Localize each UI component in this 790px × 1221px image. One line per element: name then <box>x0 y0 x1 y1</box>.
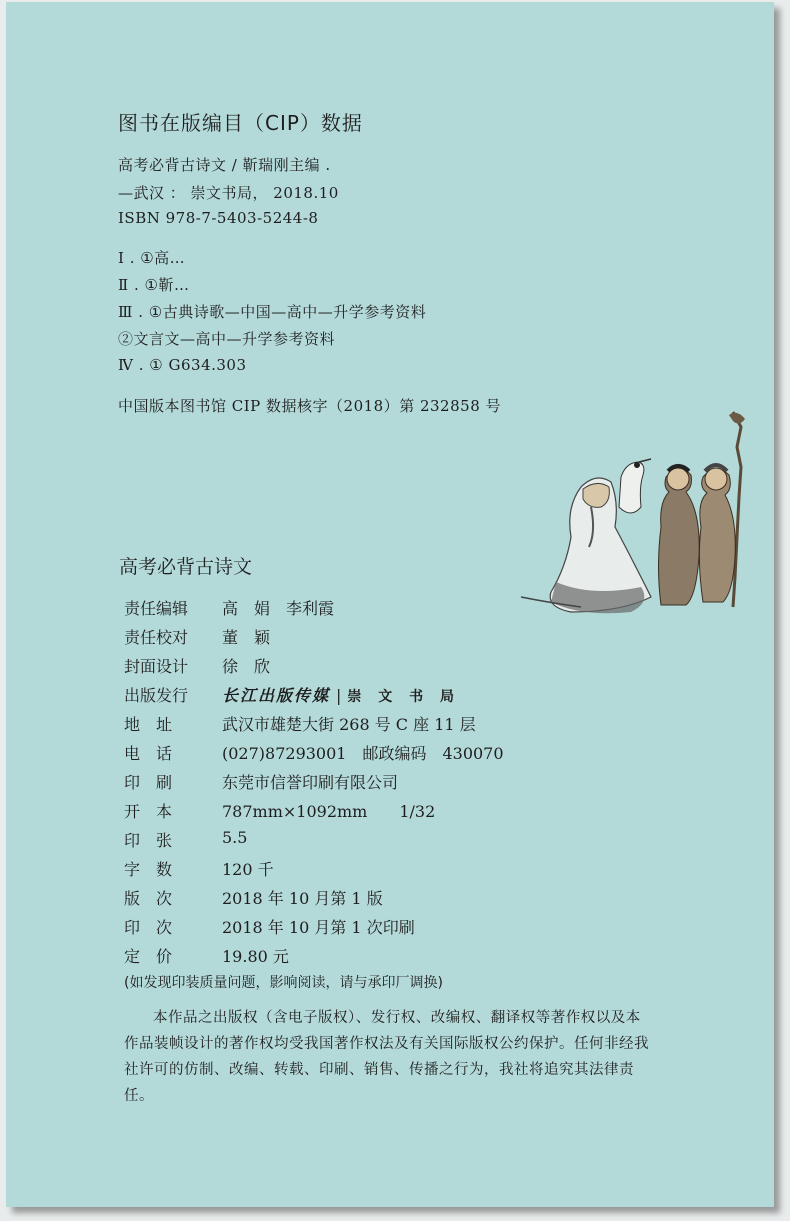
ink-painting-illustration <box>511 407 761 632</box>
phone-value: (027)87293001 邮政编码 430070 <box>222 744 504 763</box>
cip-class-2: Ⅱ . ①靳… <box>118 276 190 294</box>
cip-isbn: ISBN 978-7-5403-5244-8 <box>118 209 319 227</box>
proof-value: 董 颖 <box>222 628 271 647</box>
publisher-value <box>222 683 460 706</box>
cip-publisher-line: —武汉 ： 崇文书局， 2018.10 <box>118 184 339 202</box>
cip-class-3: Ⅲ . ①古典诗歌—中国—高中—升学参考资料 <box>118 303 427 321</box>
cover-label: 封面设计 <box>124 657 189 676</box>
sheets-value: 5.5 <box>222 828 248 847</box>
print-label: 印 刷 <box>124 773 173 792</box>
book-title: 高考必背古诗文 <box>119 556 253 578</box>
copyright-statement: 本作品之出版权（含电子版权）、发行权、改编权、翻译权等著作权以及本作品装帧设计的著作权均受我国著作权法及有关国际版权公约保护。任何非经我社许可的仿制、改编、转载、印刷、销售、传播之行为，我社将追究其法律责任。 <box>124 1010 649 1104</box>
cip-class-1: Ⅰ . ①高… <box>118 249 186 267</box>
quality-notice: (如发现印装质量问题，影响阅读，请与承印厂调换) <box>124 975 443 991</box>
cip-book-line: 高考必背古诗文 / 靳瑞刚主编 . <box>118 156 331 174</box>
edition-label: 版 次 <box>124 889 173 908</box>
print-value: 东莞市信誉印刷有限公司 <box>222 773 399 792</box>
address-value: 武汉市雄楚大街 268 号 C 座 11 层 <box>222 715 476 734</box>
format-label: 开 本 <box>124 802 173 821</box>
cip-title: 图书在版编目（CIP）数据 <box>118 111 363 135</box>
publisher-name: 崇 文 书 局 <box>347 689 461 705</box>
address-label: 地 址 <box>124 715 173 734</box>
words-value: 120 千 <box>222 860 274 879</box>
proof-label: 责任校对 <box>124 628 189 647</box>
sheets-label: 印 张 <box>124 831 173 850</box>
edition-value: 2018 年 10 月第 1 版 <box>222 889 383 908</box>
cip-class-4: Ⅳ . ① G634.303 <box>118 356 247 374</box>
cip-class-3b: ②文言文—高中—升学参考资料 <box>118 330 336 348</box>
cover-value: 徐 欣 <box>222 657 271 676</box>
publisher-separator: | <box>336 686 342 705</box>
cip-core-line: 中国版本图书馆 CIP 数据核字（2018）第 232858 号 <box>118 397 502 415</box>
publisher-logo: 长江出版传媒 <box>222 686 331 705</box>
words-label: 字 数 <box>124 860 173 879</box>
phone-label: 电 话 <box>124 744 173 763</box>
format-value: 787mm×1092mm 1/32 <box>222 802 436 821</box>
printing-value: 2018 年 10 月第 1 次印刷 <box>222 918 415 937</box>
copyright-page <box>6 2 774 1207</box>
editor-label: 责任编辑 <box>124 599 189 618</box>
printing-label: 印 次 <box>124 918 173 937</box>
price-value: 19.80 元 <box>222 947 289 966</box>
publish-label: 出版发行 <box>124 686 189 705</box>
price-label: 定 价 <box>124 947 173 966</box>
editor-value: 高 娟 李利霞 <box>222 599 335 618</box>
